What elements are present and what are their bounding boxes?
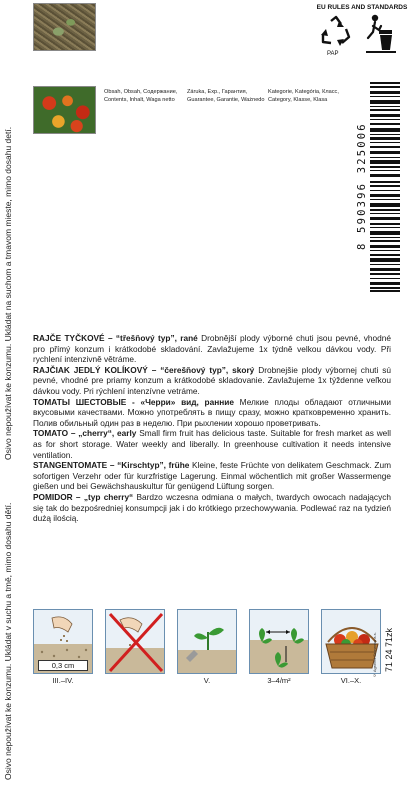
variety-text: Drobnější plody výborné chuti jsou pevné, vhodné pro přímý konzum i krátkodobé skladování. Zavlažujeme 1x týdně velkou dávkou vody. Při rychlení intenzivně větráme. [33, 333, 392, 365]
cultivation-step-labels [33, 676, 393, 688]
info-guarantee-line: Guarantee, Garantie, Ważnedo [187, 97, 265, 103]
info-contents [104, 88, 186, 104]
variety-name: ТОМАТЫ ШЕСТОВЫЕ - «Черри» вид, ранние [33, 396, 234, 407]
eu-standards-box [314, 0, 410, 78]
info-contents-line: Contents, Inhalt, Waga netto [104, 97, 175, 103]
eu-standards-title: EU RULES AND STANDARDS [316, 4, 408, 11]
barcode-image [370, 82, 400, 292]
variety-text: Drobnejšie plody výbornej chuti sú pevné, vhodné pre priamy konzum a krátkodobé skladovanie. Zavlažujeme 1x týždenne veľkou dávkou vody. Pri rýchlení intenzívne vetráme. [33, 364, 392, 396]
variety-text: Kleine, feste Früchte von delikatem Geschmack. Zum sofortigen Verzehr oder für kurzfristige Lagerung. Einmal wöchentlich mit großer Wassermenge gießen und bei Gewächshauskultur für genügend Lüftung sorgen. [33, 460, 391, 492]
brand-note: © Agrofert Semenka a.s. [372, 632, 377, 678]
variety-text: Small firm fruit has delicious taste. Suitable for fresh market as well as for short storage. Water weekly and liberally. In greenhouse cultivation it needs intensive ventilation. [33, 428, 391, 460]
side-storage-note-top: Osivo nepoužívat ke konzumu. Ukládat na suchom a tmavom mieste, mimo dosahu detí. [3, 126, 13, 460]
pap-label: PAP [327, 51, 339, 57]
spacing-icon [249, 609, 309, 674]
recycle-icon [318, 15, 354, 49]
info-contents-line: Obsah, Obsah, Содержание, [104, 89, 178, 95]
variety-text: Мелкие плоды обладают отличными вкусовыми качествами. Можно употреблять в пищу сразу, можно кратковременно хранить. Полив обильный один раз в неделю. При рыхлении хорошо проветривать. [33, 396, 391, 428]
variety-description [33, 333, 391, 524]
description-ru [33, 397, 391, 429]
no-direct-sowing-icon [105, 609, 165, 674]
variety-text: Bardzo wczesna odmiana o małych, twardych owocach nadających się tak do bezpośredniej konsumpcji jak i do krótkiego przechowywania. Podlewać raz na tydzień dużą ilością. [33, 491, 391, 524]
sowing-depth-label: 0,3 cm [38, 660, 88, 671]
description-cz [33, 333, 391, 365]
variety-name: RAJČE TYČKOVÉ – “třešňový typ”, rané [33, 333, 198, 343]
transplanting-icon [177, 609, 237, 674]
description-de [33, 460, 391, 492]
step-label-sowing: III.–IV. [52, 676, 74, 685]
step-label-harvest: VI.–X. [340, 676, 362, 685]
step-label-spacing: 3–4/m² [267, 676, 291, 685]
info-category-line: Category, Klasse, Klasa [268, 97, 328, 103]
info-category [268, 88, 360, 104]
description-pl [33, 492, 391, 524]
variety-name: POMIDOR – „typ cherry“ [33, 491, 134, 502]
info-guarantee [187, 88, 265, 104]
step-label-transplant: V. [203, 676, 211, 685]
side-storage-note-bottom: Osivo nepoužívat ke konzumu. Ukládat v suchu a tmě, mimo dosahu dětí. [3, 502, 13, 780]
seedling-photo [33, 3, 96, 51]
cultivation-steps [33, 609, 393, 674]
barcode-number: 8 590396 325006 [356, 122, 368, 250]
product-code: 71 24 71zk [384, 627, 394, 672]
description-en [33, 428, 391, 460]
description-sk [33, 365, 391, 397]
info-guarantee-line: Záruka, Exp., Гарантия, [187, 89, 248, 95]
variety-name: STANGENTOMATE – “Kirschtyp”, frühe [33, 460, 190, 471]
info-category-line: Kategorie, Kategória, Класс, [268, 89, 339, 95]
no-litter-bin-icon [364, 12, 398, 54]
tomato-photo [33, 86, 96, 134]
variety-name: RAJČIAK JEDLÝ KOLÍKOVÝ – “čerešňový typ”, skorý [33, 364, 255, 375]
sowing-depth-icon [33, 609, 93, 674]
variety-name: TOMATO – „cherry“, early [33, 428, 137, 439]
